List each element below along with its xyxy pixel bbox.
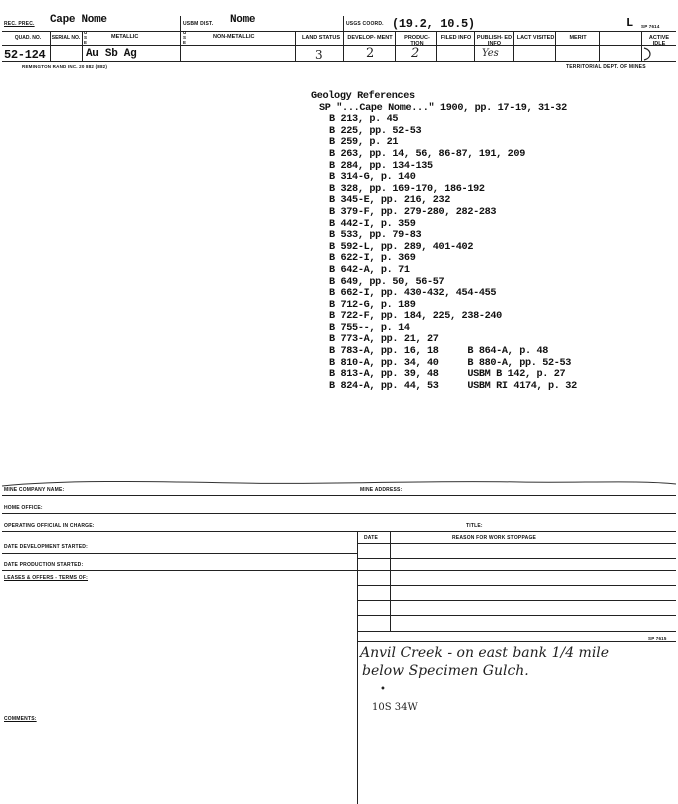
published-label: PUBLISH- ED INFO [476, 35, 513, 47]
reference-line: B 263, pp. 14, 56, 86-87, 191, 209 [329, 148, 525, 160]
reference-line: B 649, pp. 50, 56-57 [329, 276, 445, 288]
reference-line: B 328, pp. 169-170, 186-192 [329, 183, 485, 195]
active-idle-label: ACTIVE IDLE [648, 35, 670, 47]
reference-line: B 810-A, pp. 34, 40 B 880-A, pp. 52-53 [329, 357, 572, 369]
reference-line: B 755--, p. 14 [329, 322, 410, 334]
form-number-2: SP 7615 [648, 636, 667, 641]
reference-line: B 213, p. 45 [329, 114, 399, 126]
corner-mark: L [626, 16, 633, 30]
usgs-coord-label: USGS COORD. [346, 21, 384, 27]
published-value: Yes [482, 48, 499, 59]
land-status-label: LAND STATUS [302, 35, 340, 41]
reference-line: B 783-A, pp. 16, 18 B 864-A, p. 48 [329, 346, 549, 358]
geology-references [311, 91, 577, 392]
printer-text: REMINGTON RAND INC. 20 882 (882) [22, 64, 108, 69]
rec-prec-value: Cape Nome [50, 14, 107, 26]
territorial-text: TERRITORIAL DEPT. OF MINES [566, 64, 646, 70]
serial-label: SERIAL NO. [51, 35, 81, 41]
date-label: DATE [364, 535, 379, 541]
land-status-value: 3 [315, 48, 323, 62]
reference-line: B 813-A, pp. 39, 48 USBM B 142, p. 27 [329, 369, 566, 381]
reference-line: SP "...Cape Nome..." 1900, pp. 17-19, 31-32 [319, 102, 567, 114]
metallic-label: METALLIC [111, 34, 139, 40]
card-edge [0, 474, 678, 490]
quad-serial-value: 52-124 [4, 48, 46, 62]
reference-line: B 259, p. 21 [329, 137, 399, 149]
comments-label: COMMENTS: [4, 716, 37, 722]
last-visited-label: LACT VISITED [516, 35, 555, 41]
usbm-dist-value: Nome [230, 14, 256, 26]
title-label: TITLE: [466, 523, 483, 529]
handwritten-dot: • [380, 684, 386, 695]
active-idle-check-mark [642, 46, 654, 62]
reference-line: B 642-A, p. 71 [329, 264, 410, 276]
usbm-dist-label: USBM DIST. [183, 21, 214, 27]
metallic-value: Au Sb Ag [86, 48, 137, 60]
reference-line: B 622-I, p. 369 [329, 253, 416, 265]
reference-line: B 773-A, pp. 21, 27 [329, 334, 439, 346]
date-production-label: DATE PRODUCTION STARTED: [4, 562, 84, 568]
reference-line: B 314-G, p. 140 [329, 172, 416, 184]
mine-address-label: MINE ADDRESS: [360, 487, 403, 493]
date-development-label: DATE DEVELOPMENT STARTED: [4, 544, 88, 550]
reference-line: B 345-E, pp. 216, 232 [329, 195, 451, 207]
reference-line: B 712-G, p. 189 [329, 299, 416, 311]
non-metallic-label: NON-METALLIC [213, 34, 255, 40]
rec-prec-label: REC. PREC. [4, 21, 35, 27]
production-value: 2 [411, 46, 420, 61]
handwritten-location-note: Anvil Creek - on east bank 1/4 mile [360, 645, 610, 661]
usgs-coord-value: (19.2, 10.5) [392, 17, 475, 31]
production-label: PRODUC- TION [404, 35, 430, 47]
develop-value: 2 [366, 46, 375, 61]
use-letters-metallic: U S E [84, 30, 88, 45]
reason-label: REASON FOR WORK STOPPAGE [452, 535, 537, 541]
home-office-label: HOME OFFICE: [4, 505, 43, 511]
reference-line: B 722-F, pp. 184, 225, 238-240 [329, 311, 502, 323]
reference-line: B 824-A, pp. 44, 53 USBM RI 4174, p. 32 [329, 380, 577, 392]
quad-label: QUAD. NO. [14, 35, 42, 41]
reference-line: B 442-I, p. 359 [329, 218, 416, 230]
operating-official-label: OPERATING OFFICIAL IN CHARGE: [4, 523, 95, 529]
merit-label: MERIT [569, 35, 587, 41]
develop-label: DEVELOP- MENT [347, 35, 393, 41]
use-letters-nonmetallic: U S E [183, 30, 187, 45]
form-number: SP 7614 [641, 24, 660, 29]
reference-line: B 225, pp. 52-53 [329, 125, 422, 137]
reference-line: B 533, pp. 79-83 [329, 230, 422, 242]
reference-line: B 284, pp. 134-135 [329, 160, 433, 172]
handwritten-location-note-2: below Specimen Gulch. [362, 663, 529, 679]
reference-line: B 379-F, pp. 279-280, 282-283 [329, 206, 497, 218]
filed-label: FILED INFO [440, 35, 472, 41]
handwritten-township-range: 10S 34W [372, 702, 418, 713]
mine-company-label: MINE COMPANY NAME: [4, 487, 65, 493]
references-title: Geology References [311, 91, 415, 102]
reference-line: B 592-L, pp. 289, 401-402 [329, 241, 474, 253]
leases-label: LEASES & OFFERS - TERMS OF: [4, 575, 89, 581]
reference-line: B 662-I, pp. 430-432, 454-455 [329, 288, 497, 300]
